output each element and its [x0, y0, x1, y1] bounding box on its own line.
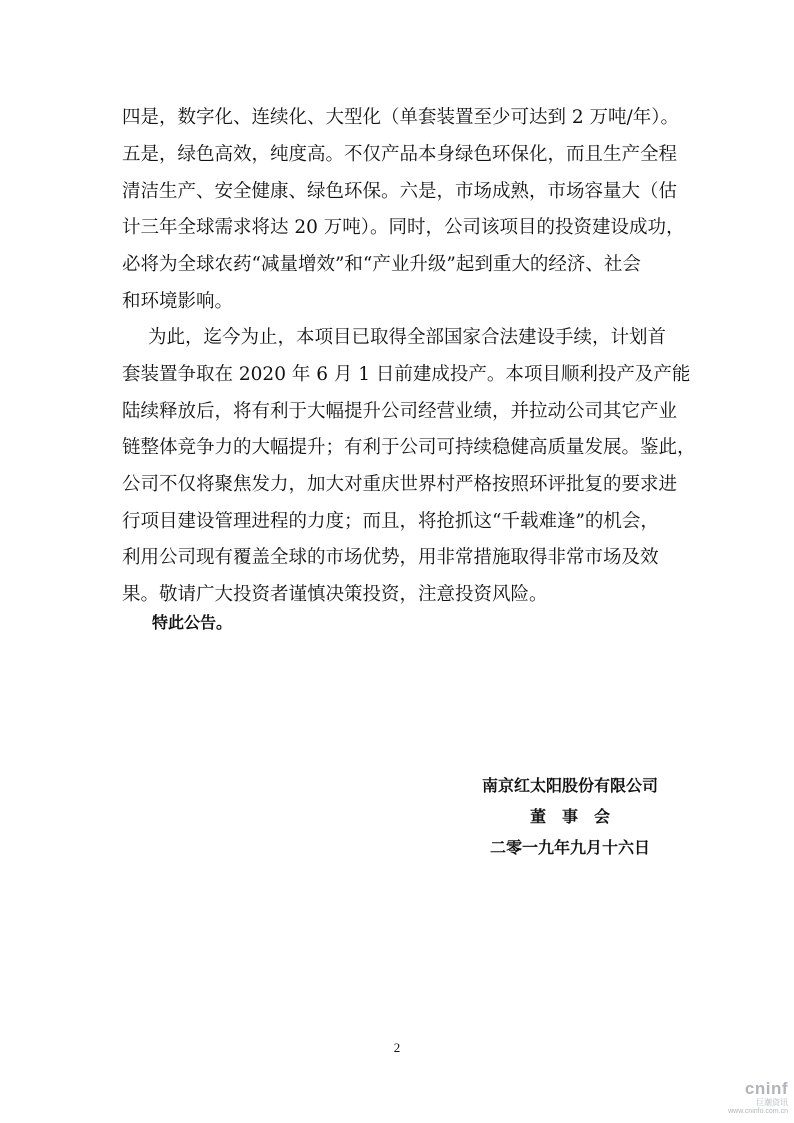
paragraph-line: 为此，迄今为止，本项目已取得全部国家合法建设手续，计划首: [148, 327, 667, 348]
closing-statement: 特此公告。: [152, 613, 233, 632]
paragraph-line: 清洁生产、安全健康、绿色环保。六是，市场成熟，市场容量大（估: [122, 181, 678, 202]
paragraph-line: 果。敬请广大投资者谨慎决策投资，注意投资风险。: [122, 584, 548, 605]
logo-url: www.cninfo.com.cn: [728, 1108, 788, 1115]
page-number: 2: [393, 1040, 401, 1055]
paragraph-line: 计三年全球需求将达 20 万吨）。同时，公司该项目的投资建设成功，: [122, 217, 685, 238]
paragraph-line: 和环境影响。: [122, 291, 234, 312]
paragraph-line: 链整体竞争力的大幅提升；有利于公司可持续稳健高质量发展。鉴此，: [122, 437, 696, 458]
paragraph-line: 陆续释放后，将有利于大幅提升公司经营业绩，并拉动公司其它产业: [122, 401, 678, 422]
paragraph-line: 五是，绿色高效，纯度高。不仅产品本身绿色环保化，而且生产全程: [122, 144, 678, 165]
paragraph-line: 利用公司现有覆盖全球的市场优势，用非常措施取得非常市场及效: [122, 547, 659, 568]
cninfo-logo: [698, 1079, 788, 1115]
signature-board: 董 事 会: [529, 807, 610, 826]
paragraph-line: 公司不仅将聚焦发力，加大对重庆世界村严格按照环评批复的要求进: [122, 474, 678, 495]
signature-date: 二零一九年九月十六日: [489, 838, 650, 857]
paragraph-line: 四是，数字化、连续化、大型化（单套装置至少可达到 2 万吨/年）。: [122, 107, 680, 128]
signature-company: 南京红太阳股份有限公司: [481, 776, 658, 795]
logo-cn-name: 巨潮资讯: [756, 1098, 788, 1107]
paragraph-line: 必将为全球农药“减量增效”和“产业升级”起到重大的经济、社会: [122, 254, 641, 275]
paragraph-line: 行项目建设管理进程的力度；而且，将抢抓这“千载难逢”的机会，: [122, 511, 659, 532]
paragraph-line: 套装置争取在 2020 年 6 月 1 日前建成投产。本项目顺利投产及产能: [122, 364, 691, 385]
logo-brand: cninf: [744, 1079, 788, 1098]
